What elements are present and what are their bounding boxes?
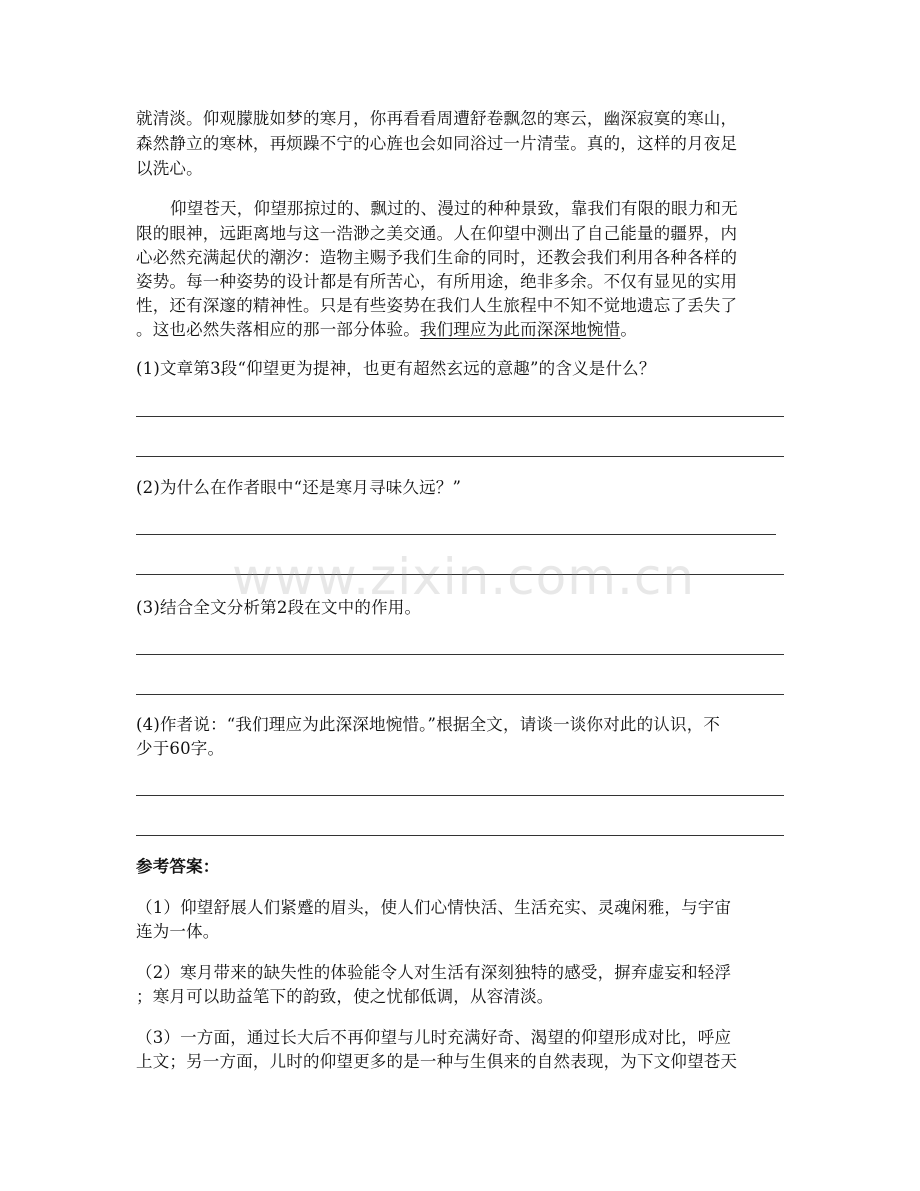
passage-p2-last-suffix: 。 <box>620 320 638 339</box>
answer-line-q2-1[interactable] <box>136 534 776 535</box>
answer-line-q1-1[interactable] <box>136 416 784 417</box>
answer-1-line-1: （1）仰望舒展人们紧蹙的眉头，使人们心情快活、生活充实、灵魂闲雅，与宇宙 <box>136 898 732 917</box>
answer-line-q3-1[interactable] <box>136 654 784 655</box>
answer-2-line-2: ；寒月可以助益笔下的韵致，使之忧郁低调，从容清淡。 <box>136 987 554 1006</box>
answer-line-q3-2[interactable] <box>136 694 784 695</box>
passage-underlined-sentence: 我们理应为此而深深地惋惜 <box>419 320 621 339</box>
answer-3-line-2: 上文；另一方面，儿时的仰望更多的是一种与生俱来的自然表现，为下文仰望苍天 <box>136 1052 738 1071</box>
passage-p2-line-6 <box>136 318 637 342</box>
passage-p2-last-prefix: 。这也必然失落相应的那一部分体验。 <box>136 320 420 339</box>
passage-p2-line-3: 心必然充满起伏的潮汐：造物主赐予我们生命的同时，还教会我们利用各种各样的 <box>136 248 738 267</box>
answer-1-line-2: 连为一体。 <box>136 922 220 941</box>
passage-p2-line-4: 姿势。每一种姿势的设计都是有所苦心，有所用途，绝非多余。不仅有显见的实用 <box>136 272 738 291</box>
passage-p2-line-2: 限的眼神，远距离地与这一浩渺之美交通。人在仰望中测出了自己能量的疆界，内 <box>136 224 738 243</box>
passage-p2-line-1: 仰望苍天，仰望那掠过的、飘过的、漫过的种种景致，靠我们有限的眼力和无 <box>170 199 738 218</box>
answer-2-line-1: （2）寒月带来的缺失性的体验能令人对生活有深刻独特的感受，摒弃虚妄和轻浮 <box>136 963 732 982</box>
answers-heading: 参考答案： <box>136 857 220 876</box>
answer-line-q4-1[interactable] <box>136 795 784 796</box>
answer-3-line-1: （3）一方面，通过长大后不再仰望与儿时充满好奇、渴望的仰望形成对比，呼应 <box>136 1028 732 1047</box>
question-1: (1)文章第3段“仰望更为提神，也更有超然玄远的意趣”的含义是什么？ <box>136 359 656 378</box>
question-4-line-1: (4)作者说：“我们理应为此深深地惋惜。”根据全文，请谈一谈你对此的认识，不 <box>136 715 721 734</box>
answer-line-q4-2[interactable] <box>136 835 784 836</box>
passage-p1-line-2: 森然静立的寒林，再烦躁不宁的心旌也会如同浴过一片清莹。真的，这样的月夜足 <box>136 134 738 153</box>
passage-p1-line-3: 以洗心。 <box>136 159 203 178</box>
question-3: (3)结合全文分析第2段在文中的作用。 <box>136 598 422 617</box>
question-2: (2)为什么在作者眼中“还是寒月寻味久远？” <box>136 478 462 497</box>
passage-p2-line-5: 性，还有深邃的精神性。只是有些姿势在我们人生旅程中不知不觉地遗忘了丢失了 <box>136 296 738 315</box>
passage-p1-line-1: 就清淡。仰观朦胧如梦的寒月，你再看看周遭舒卷飘忽的寒云，幽深寂寞的寒山， <box>136 109 738 128</box>
question-4-line-2: 少于60字。 <box>136 739 225 758</box>
answer-line-q1-2[interactable] <box>136 456 784 457</box>
watermark: www.zixin.com.cn <box>232 548 696 606</box>
